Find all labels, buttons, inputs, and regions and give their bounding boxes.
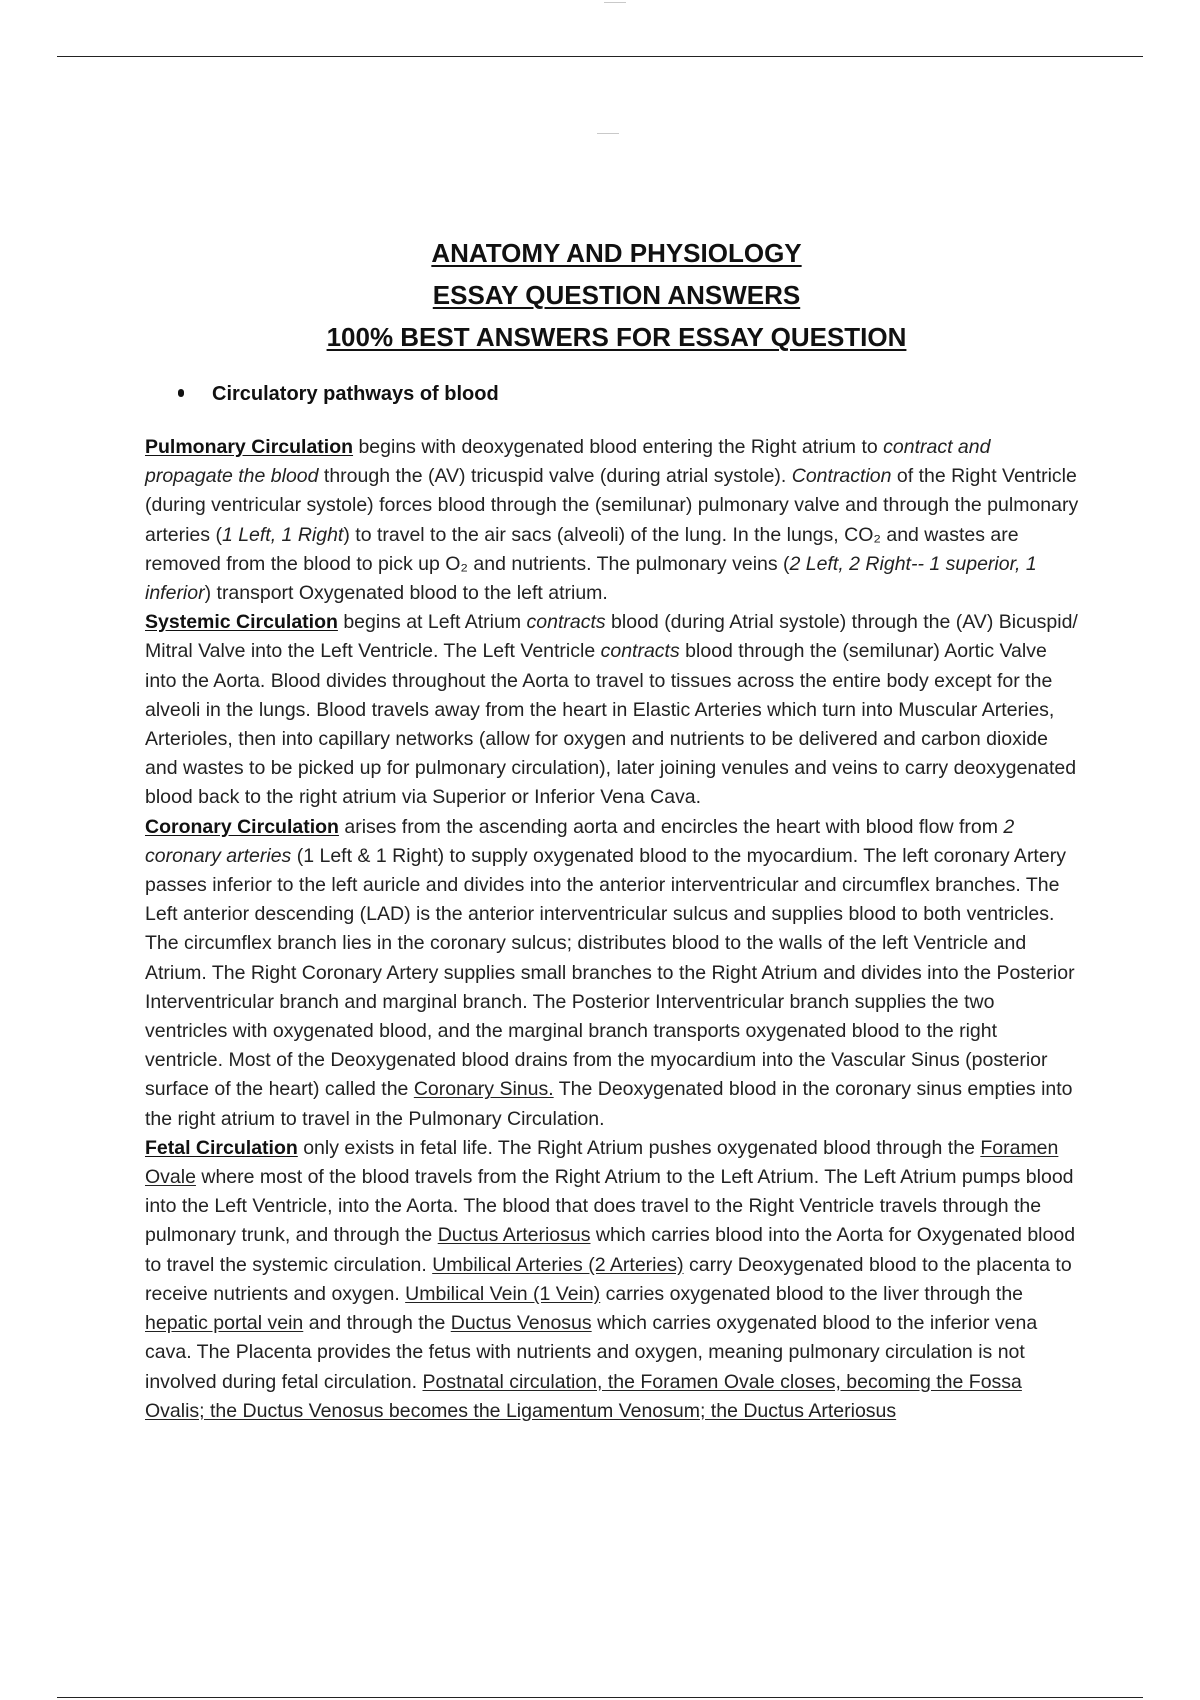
coronary-text-1: arises from the ascending aorta and encircles the heart with blood flow from	[338, 815, 1004, 838]
systemic-text-3: blood through the (semilunar) Aortic Valve into the Aorta. Blood divides throughout the Aorta to travel to tissues across the entire body except for the alveoli in the lungs. Blood travels away from the heart in Elastic Arteries which turn into Muscular Arteries, Arterioles, then into capillary networks (allow for oxygen and nutrients to be delivered and carbon dioxide and wastes to be picked up for pulmonary circulation), later joining venules and veins to carry deoxygenated blood back to the right atrium via Superior or Inferior Vena Cava.	[145, 640, 1077, 809]
umbilical-vein-term: Umbilical Vein (1 Vein)	[405, 1282, 601, 1305]
coronary-text-3: The Deoxygenated blood in the coronary sinus empties into the right atrium to travel in the Pulmonary Circulation.	[145, 1078, 1073, 1130]
pulmonary-text-2: through the (AV) tricuspid valve (during atrial systole).	[318, 465, 792, 488]
coronary-italic-1: 2 coronary arteries	[145, 815, 1015, 867]
title-line-2: ESSAY QUESTION ANSWERS	[432, 280, 801, 310]
fetal-text-3: which carries blood into the Aorta for Oxygenated blood to travel the systemic circulation.	[145, 1224, 1076, 1276]
pulmonary-text-1: begins with deoxygenated blood entering the Right atrium to	[353, 436, 884, 458]
pulmonary-text-4: ) to travel to the air sacs (alveoli) of the lung. In the lungs, CO₂ and wastes are removed from the blood to pick up O₂ and nutrients. The pulmonary veins (	[145, 523, 1019, 575]
systemic-paragraph	[145, 608, 1080, 812]
pulmonary-italic-4: 2 Left, 2 Right-- 1 superior, 1 inferior	[145, 552, 1037, 605]
fetal-paragraph	[145, 1134, 1080, 1426]
title-line-3: 100% BEST ANSWERS FOR ESSAY QUESTION	[326, 322, 907, 352]
fetal-text-4: carry Deoxygenated blood to the placenta to receive nutrients and oxygen.	[145, 1253, 1072, 1305]
top-rule	[57, 56, 1143, 57]
fetal-text-7: which carries oxygenated blood to the inferior vena cava. The Placenta provides the fetus with nutrients and oxygen, meaning pulmonary circulation is not involved during fetal circulation.	[145, 1312, 1038, 1393]
umbilical-arteries-term: Umbilical Arteries (2 Arteries)	[432, 1253, 684, 1276]
pulmonary-heading: Pulmonary Circulation	[145, 436, 354, 458]
pulmonary-italic-2: Contraction	[791, 465, 892, 488]
bullet-label: Circulatory pathways of blood	[212, 383, 499, 405]
ductus-venosus-term: Ductus Venosus	[450, 1312, 592, 1335]
hepatic-portal-vein-term: hepatic portal vein	[145, 1312, 304, 1335]
pulmonary-italic-1: contract and propagate the blood	[145, 436, 991, 488]
faint-header-mark	[604, 2, 626, 3]
pulmonary-italic-3: 1 Left, 1 Right	[221, 523, 344, 546]
coronary-heading: Coronary Circulation	[145, 815, 339, 838]
fetal-text-1: only exists in fetal life. The Right Atrium pushes oxygenated blood through the	[297, 1136, 981, 1159]
bullet-item	[178, 380, 499, 408]
pulmonary-paragraph	[145, 433, 1080, 608]
foramen-ovale-term: Foramen Ovale	[145, 1136, 1059, 1189]
systemic-heading: Systemic Circulation	[145, 611, 338, 634]
fetal-heading: Fetal Circulation	[145, 1136, 298, 1159]
pulmonary-text-3: of the Right Ventricle (during ventricular systole) forces blood through the (semilunar) pulmonary valve and through the pulmonary arteries (	[145, 465, 1079, 546]
fetal-text-6: and through the	[303, 1312, 451, 1335]
faint-page-mark	[597, 133, 619, 134]
coronary-paragraph	[145, 813, 1080, 1134]
fetal-text-2: where most of the blood travels from the Right Atrium to the Left Atrium. The Left Atrium pumps blood into the Left Ventricle, into the Aorta. The blood that does travel to the Right Ventricle travels through the pulmonary trunk, and through the	[145, 1166, 1074, 1247]
document-title-block	[0, 232, 1200, 358]
postnatal-circulation-note: Postnatal circulation, the Foramen Ovale closes, becoming the Fossa Ovalis; the Ductus Venosus becomes the Ligamentum Venosum; the Ductus Arteriosus	[145, 1370, 1022, 1422]
systemic-italic-2: contracts	[600, 640, 680, 663]
ductus-arteriosus-term: Ductus Arteriosus	[437, 1224, 591, 1247]
systemic-text-2: blood (during Atrial systole) through the (AV) Bicuspid/ Mitral Valve into the Left Ventricle. The Left Ventricle	[145, 611, 1078, 663]
bottom-rule	[57, 1697, 1143, 1698]
bullet-dot-icon	[178, 389, 184, 397]
title-line-1: ANATOMY AND PHYSIOLOGY	[431, 238, 802, 268]
fetal-text-5: carries oxygenated blood to the liver through the	[600, 1282, 1024, 1305]
coronary-text-2: (1 Left & 1 Right) to supply oxygenated blood to the myocardium. The left coronary Artery passes inferior to the left auricle and divides into the anterior interventricular and circumflex branches. The Left anterior descending (LAD) is the anterior interventricular sulcus and supplies blood to both ventricles. The circumflex branch lies in the coronary sulcus; distributes blood to the walls of the left Ventricle and Atrium. The Right Coronary Artery supplies small branches to the Right Atrium and divides into the Posterior Interventricular branch and marginal branch. The Posterior Interventricular branch supplies the two ventricles with oxygenated blood, and the marginal branch transports oxygenated blood to the right ventricle. Most of the Deoxygenated blood drains from the myocardium into the Vascular Sinus (posterior surface of the heart) called the	[145, 844, 1075, 1101]
essay-body	[145, 433, 1080, 1426]
coronary-sinus-term: Coronary Sinus.	[413, 1078, 554, 1101]
pulmonary-text-5: ) transport Oxygenated blood to the left atrium.	[204, 582, 608, 605]
systemic-text-1: begins at Left Atrium	[337, 611, 527, 634]
systemic-italic-1: contracts	[526, 611, 606, 634]
